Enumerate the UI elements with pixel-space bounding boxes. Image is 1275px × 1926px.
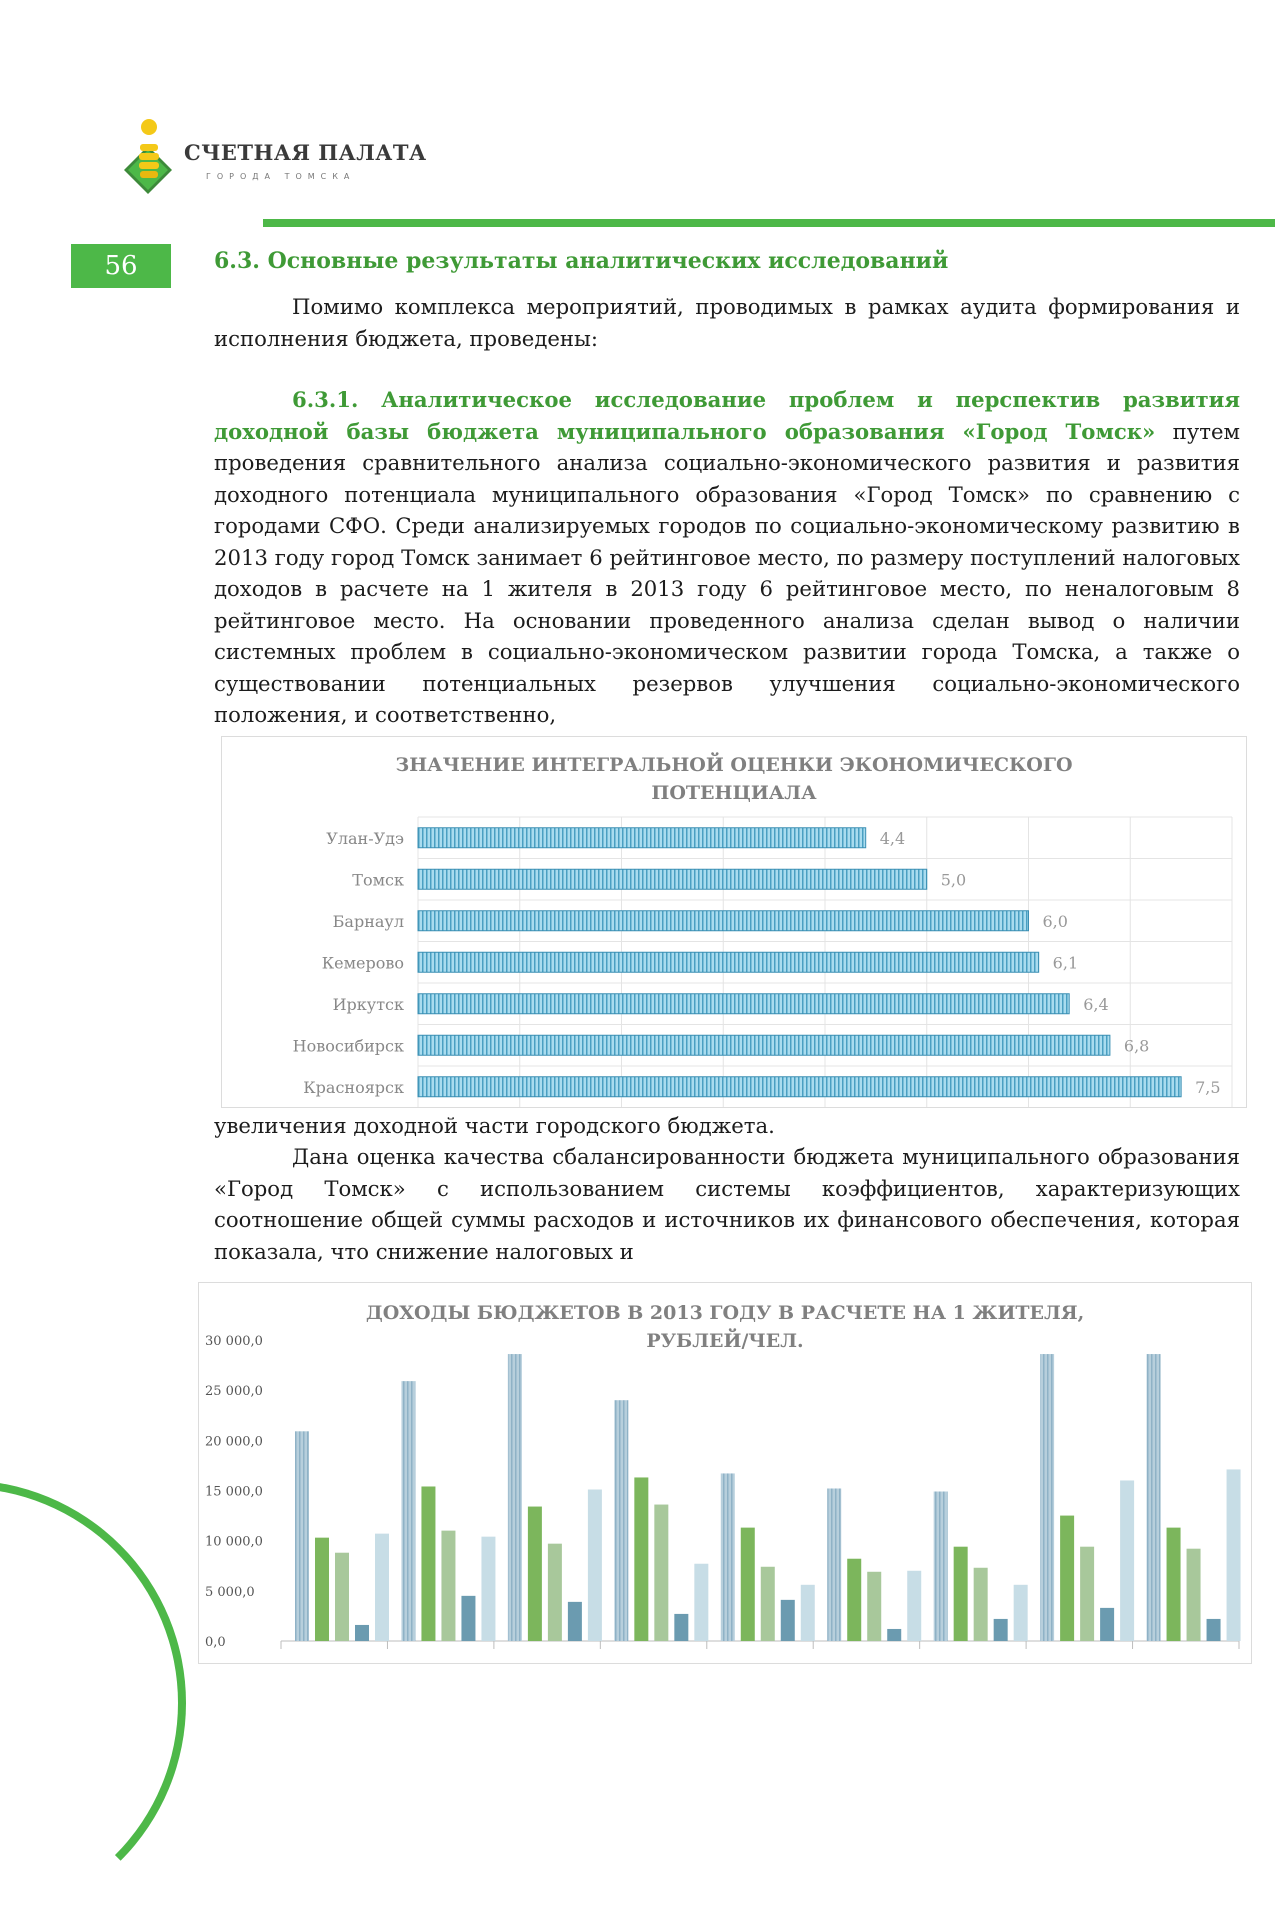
- bar-s1-7: [1040, 1354, 1054, 1641]
- after-chart-text: увеличения доходной части городского бюджета.: [214, 1113, 775, 1138]
- bar-s1-1: [401, 1381, 415, 1641]
- subsection-heading: 6.3.1. Аналитическое исследование проблем и перспектив развития доходной базы бюджета муниципального образования «Город Томск»: [214, 387, 1240, 444]
- bar-s4-2: [568, 1602, 582, 1641]
- category-label: Иркутск: [332, 994, 404, 1014]
- bar-s4-1: [461, 1596, 475, 1641]
- category-label: Томск: [352, 870, 404, 890]
- chart2-title-line1: ДОХОДЫ БЮДЖЕТОВ В 2013 ГОДУ В РАСЧЕТЕ НА 1 ЖИТЕЛЯ,: [365, 1302, 1085, 1324]
- bar-Томск: [418, 869, 927, 889]
- value-label: 4,4: [879, 828, 906, 848]
- bar-s3-8: [1187, 1549, 1201, 1641]
- bar-s4-4: [781, 1600, 795, 1641]
- category-label: Барнаул: [332, 911, 404, 931]
- bar-Улан-Удэ: [418, 828, 866, 848]
- y-tick-label: 0,0: [205, 1635, 226, 1650]
- bar-s1-0: [295, 1431, 309, 1641]
- bar-s5-7: [1120, 1480, 1134, 1641]
- bar-s3-2: [548, 1544, 562, 1641]
- bar-s5-1: [481, 1537, 495, 1641]
- chart1-title-line2: ПОТЕНЦИАЛА: [651, 782, 817, 804]
- integral-score-chart: [221, 736, 1247, 1108]
- value-label: 6,0: [1042, 911, 1068, 931]
- category-label: Кемерово: [321, 953, 404, 973]
- bar-Красноярск: [418, 1077, 1181, 1097]
- chart2-title-line2: РУБЛЕЙ/ЧЕЛ.: [646, 1330, 804, 1352]
- bar-s2-4: [741, 1528, 755, 1641]
- analysis-paragraph: [214, 384, 1240, 731]
- logo-emblem-icon: [120, 118, 180, 198]
- bar-s2-7: [1060, 1516, 1074, 1641]
- bar-s4-8: [1207, 1619, 1221, 1641]
- header-divider: [263, 219, 1275, 227]
- bar-s1-8: [1147, 1354, 1161, 1641]
- category-label: Красноярск: [303, 1077, 404, 1097]
- bar-s3-5: [867, 1572, 881, 1641]
- subsection-text: путем проведения сравнительного анализа социально-экономического развития и развития доходного потенциала муниципального образования «Город Томск» по сравнению с городами СФО. Среди анализируемых городов по социально-экономическому развитию в 2013 году город Томск занимает 6 рейтинговое место, по размеру поступлений налоговых доходов в расчете на 1 жителя в 2013 году 6 рейтинговое место, по неналоговым 8 рейтинговое место. На основании проведенного анализа сделан вывод о наличии системных проблем в социально-экономическом развитии города Томска, а также о существовании потенциальных резервов улучшения социально-экономического положения, и соответственно,: [214, 418, 1240, 727]
- bar-s5-5: [907, 1571, 921, 1641]
- page-number: 56: [71, 244, 171, 288]
- bar-s3-3: [654, 1505, 668, 1641]
- category-label: Новосибирск: [292, 1036, 404, 1056]
- bar-s2-0: [315, 1538, 329, 1641]
- bar-s5-0: [375, 1534, 389, 1641]
- chart1-title-line1: ЗНАЧЕНИЕ ИНТЕГРАЛЬНОЙ ОЦЕНКИ ЭКОНОМИЧЕСКОГО: [395, 754, 1073, 776]
- bar-s2-5: [847, 1559, 861, 1641]
- value-label: 6,1: [1052, 953, 1079, 973]
- bar-s1-3: [614, 1400, 628, 1641]
- bar-Барнаул: [418, 911, 1029, 931]
- value-label: 6,4: [1083, 994, 1109, 1014]
- bar-s2-8: [1167, 1528, 1181, 1641]
- bar-s1-4: [721, 1473, 735, 1641]
- bar-s2-1: [421, 1486, 435, 1641]
- category-label: Улан-Удэ: [326, 828, 404, 848]
- y-tick-label: 25 000,0: [205, 1384, 263, 1400]
- bar-Иркутск: [418, 994, 1069, 1014]
- y-tick-label: 15 000,0: [205, 1484, 263, 1500]
- bar-s4-3: [674, 1614, 688, 1641]
- y-tick-label: 30 000,0: [205, 1334, 263, 1349]
- y-tick-label: 10 000,0: [205, 1534, 263, 1550]
- y-tick-label: 20 000,0: [205, 1434, 263, 1450]
- logo-title: СЧЕТНАЯ ПАЛАТА: [184, 140, 427, 165]
- bar-s1-2: [508, 1354, 522, 1641]
- bar-s4-6: [994, 1619, 1008, 1641]
- bar-s1-6: [934, 1492, 948, 1641]
- bar-s3-4: [761, 1567, 775, 1641]
- bar-s5-3: [694, 1564, 708, 1641]
- balance-paragraph: Дана оценка качества сбалансированности бюджета муниципального образования «Город Томск» с использованием системы коэффициентов, характеризующих соотношение общей суммы расходов и источников их финансового обеспечения, которая показала, что снижение налоговых и: [214, 1144, 1240, 1264]
- bar-s3-6: [974, 1568, 988, 1641]
- section-heading: 6.3. Основные результаты аналитических исследований: [214, 248, 949, 274]
- bar-s5-8: [1227, 1469, 1241, 1641]
- chart1-plot: [222, 737, 1246, 1107]
- bar-s2-2: [528, 1507, 542, 1641]
- y-tick-label: 5 000,0: [205, 1584, 255, 1600]
- bar-s3-1: [441, 1531, 455, 1641]
- chart2-plot: [199, 1283, 1251, 1663]
- bar-s2-6: [954, 1547, 968, 1641]
- value-label: 6,8: [1123, 1036, 1150, 1056]
- bar-Новосибирск: [418, 1035, 1110, 1055]
- bar-s3-0: [335, 1553, 349, 1641]
- bar-s5-6: [1014, 1585, 1028, 1641]
- bar-s5-2: [588, 1489, 602, 1641]
- value-label: 7,5: [1195, 1077, 1221, 1097]
- logo: [120, 118, 427, 198]
- bar-s4-5: [887, 1629, 901, 1641]
- bar-s3-7: [1080, 1547, 1094, 1641]
- bar-s5-4: [801, 1585, 815, 1641]
- value-label: 5,0: [940, 870, 967, 890]
- bar-Кемерово: [418, 952, 1039, 972]
- bar-s1-5: [827, 1488, 841, 1641]
- bar-s2-3: [634, 1477, 648, 1641]
- bar-s4-7: [1100, 1608, 1114, 1641]
- income-per-capita-chart: [198, 1282, 1252, 1664]
- bar-s4-0: [355, 1625, 369, 1641]
- logo-subtitle: ГОРОДА ТОМСКА: [206, 172, 356, 181]
- intro-paragraph: Помимо комплекса мероприятий, проводимых в рамках аудита формирования и исполнения бюджета, проведены:: [214, 294, 1240, 351]
- decorative-arc: [0, 1480, 186, 1926]
